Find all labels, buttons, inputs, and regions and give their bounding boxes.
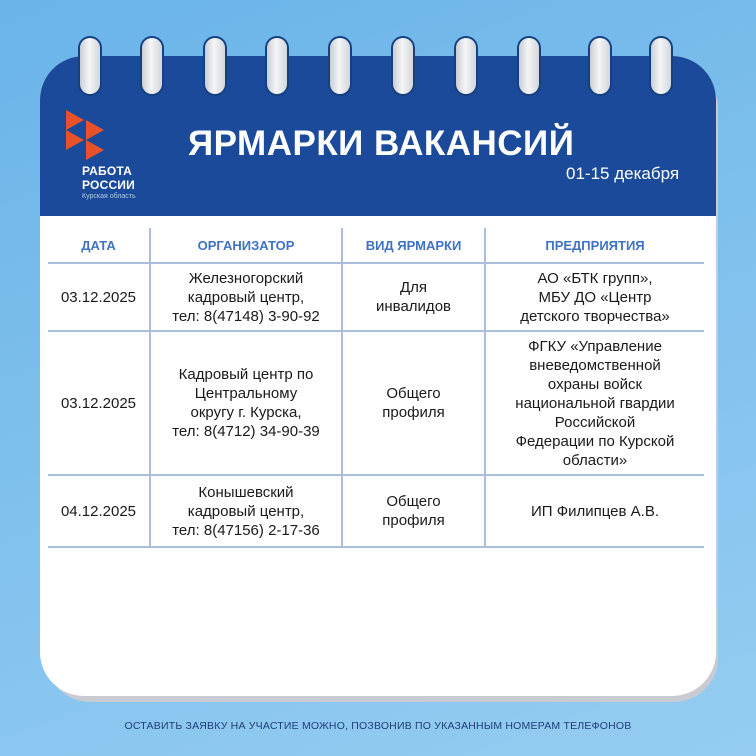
cell-line: профиля <box>382 404 445 421</box>
cell-line: Общего <box>386 493 441 510</box>
cell-organizer <box>150 263 342 331</box>
column-header-date: ДАТА <box>48 228 150 263</box>
cell-date: 04.12.2025 <box>48 475 150 547</box>
cell-fair-type <box>342 331 485 475</box>
footer-note: ОСТАВИТЬ ЗАЯВКУ НА УЧАСТИЕ МОЖНО, ПОЗВОНИВ ПО УКАЗАННЫМ НОМЕРАМ ТЕЛЕФОНОВ <box>124 720 632 732</box>
cell-line: Железногорский <box>188 269 304 287</box>
cell-line: тел: 8(47148) 3-90-92 <box>172 307 320 325</box>
cell-companies <box>485 475 704 547</box>
cell-fair-type <box>342 475 485 547</box>
cell-line: Федерации по Курской <box>515 432 675 450</box>
cell-line: ИП Филипцев А.В. <box>530 502 659 520</box>
column-header-organizer: ОРГАНИЗАТОР <box>150 228 342 263</box>
cell-organizer <box>150 475 342 547</box>
logo-text-rabota: РАБОТА <box>82 164 133 178</box>
cell-line: инвалидов <box>376 298 451 315</box>
cell-line: АО «БТК групп», <box>537 269 653 287</box>
cell-companies <box>485 263 704 331</box>
column-header-companies: ПРЕДПРИЯТИЯ <box>485 228 704 263</box>
cell-line: тел: 8(47156) 2-17-36 <box>172 521 320 539</box>
cell-line: Общего <box>386 385 441 402</box>
date-range: 01-15 декабря <box>566 164 680 183</box>
cell-line: вневедомственной <box>529 356 661 374</box>
table-row <box>48 263 704 331</box>
logo-region: Курская область <box>82 193 136 200</box>
cell-line: области» <box>562 451 628 469</box>
fairs-table <box>48 228 704 548</box>
cell-line: Российской <box>554 413 636 431</box>
page-title: ЯРМАРКИ ВАКАНСИЙ <box>188 124 575 163</box>
logo-text-rossii: РОССИИ <box>82 178 135 192</box>
cell-line: кадровый центр, <box>187 502 305 520</box>
cell-organizer <box>150 331 342 475</box>
table-row <box>48 331 704 475</box>
cell-line: Центральному <box>194 385 298 402</box>
cell-companies <box>485 331 704 475</box>
cell-line: детского творчества» <box>520 307 670 325</box>
column-header-fair-type: ВИД ЯРМАРКИ <box>342 228 485 263</box>
cell-line: МБУ ДО «Центр <box>538 288 652 306</box>
cell-line: Конышевский <box>198 483 294 501</box>
cell-line: ФГКУ «Управление <box>528 337 662 355</box>
cell-line: Для <box>399 279 428 296</box>
cell-line: тел: 8(4712) 34-90-39 <box>172 423 320 440</box>
cell-line: охраны войск <box>547 375 643 393</box>
cell-line: округу г. Курска, <box>190 404 302 421</box>
cell-date: 03.12.2025 <box>48 331 150 475</box>
cell-line: Кадровый центр по <box>178 366 314 383</box>
table-header-row <box>48 228 704 263</box>
cell-line: профиля <box>382 512 445 529</box>
cell-line: кадровый центр, <box>187 288 305 306</box>
cell-date: 03.12.2025 <box>48 263 150 331</box>
table-row <box>48 475 704 547</box>
cell-line: национальной гвардии <box>515 394 675 412</box>
cell-fair-type <box>342 263 485 331</box>
